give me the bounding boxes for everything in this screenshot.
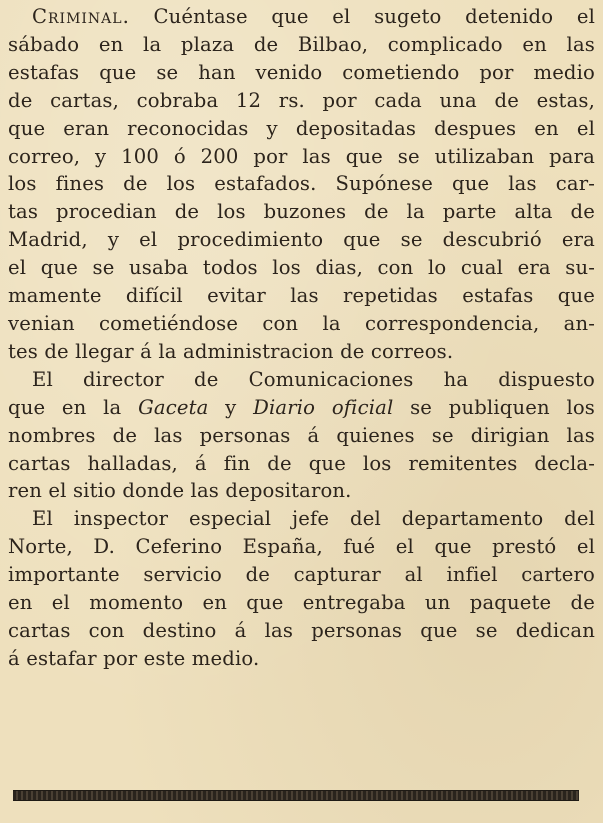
text-line: que eran reconocidas y depositadas despues en el xyxy=(8,116,595,140)
text-line: en el momento en que entregaba un paquete de xyxy=(8,591,595,615)
text-line: El inspector especial jefe del departamento del xyxy=(32,507,595,531)
text-line: ren el sitio donde las depositaron. xyxy=(8,479,352,503)
text-line: cartas halladas, á fin de que los remitentes decla- xyxy=(8,451,595,475)
text-line: correo, y 100 ó 200 por las que se utilizaban para xyxy=(8,144,595,168)
text-line: mamente difícil evitar las repetidas estafas que xyxy=(8,284,595,308)
text-line: estafas que se han venido cometiendo por medio xyxy=(8,60,595,84)
paragraph-director xyxy=(8,366,595,506)
text-line: cartas con destino á las personas que se dedican xyxy=(8,618,595,642)
text-line: tes de llegar á la administracion de correos. xyxy=(8,339,454,363)
text-line: que en la Gaceta y Diario oficial se publiquen los xyxy=(8,395,596,419)
text-line: á estafar por este medio. xyxy=(8,646,260,670)
text-line: sábado en la plaza de Bilbao, complicado en las xyxy=(8,32,595,56)
text-line: los fines de los estafados. Supónese que las car- xyxy=(8,172,595,196)
text-line: importante servicio de capturar al infiel cartero xyxy=(8,563,595,587)
section-divider-rule xyxy=(13,790,579,801)
text-line: Criminal. Cuéntase que el sugeto detenido el xyxy=(32,5,595,28)
news-article xyxy=(8,3,595,673)
text-line: el que se usaba todos los dias, con lo cual era su- xyxy=(8,256,595,280)
text-line: Norte, D. Ceferino España, fué el que prestó el xyxy=(8,535,595,559)
paragraph-inspector xyxy=(8,505,595,672)
publication-name: Diario oficial xyxy=(253,395,394,419)
text-line: de cartas, cobraba 12 rs. por cada una de estas, xyxy=(8,88,595,112)
text-line: nombres de las personas á quienes se dirigian las xyxy=(8,423,595,447)
section-lead: Criminal. xyxy=(32,5,130,28)
publication-name: Gaceta xyxy=(138,395,209,419)
text-line: tas procedian de los buzones de la parte alta de xyxy=(8,200,595,224)
paragraph-criminal xyxy=(8,3,595,366)
text-line: venian cometiéndose con la correspondencia, an- xyxy=(8,311,595,335)
text-line: El director de Comunicaciones ha dispuesto xyxy=(32,367,595,391)
text-line: Madrid, y el procedimiento que se descubrió era xyxy=(8,228,595,252)
